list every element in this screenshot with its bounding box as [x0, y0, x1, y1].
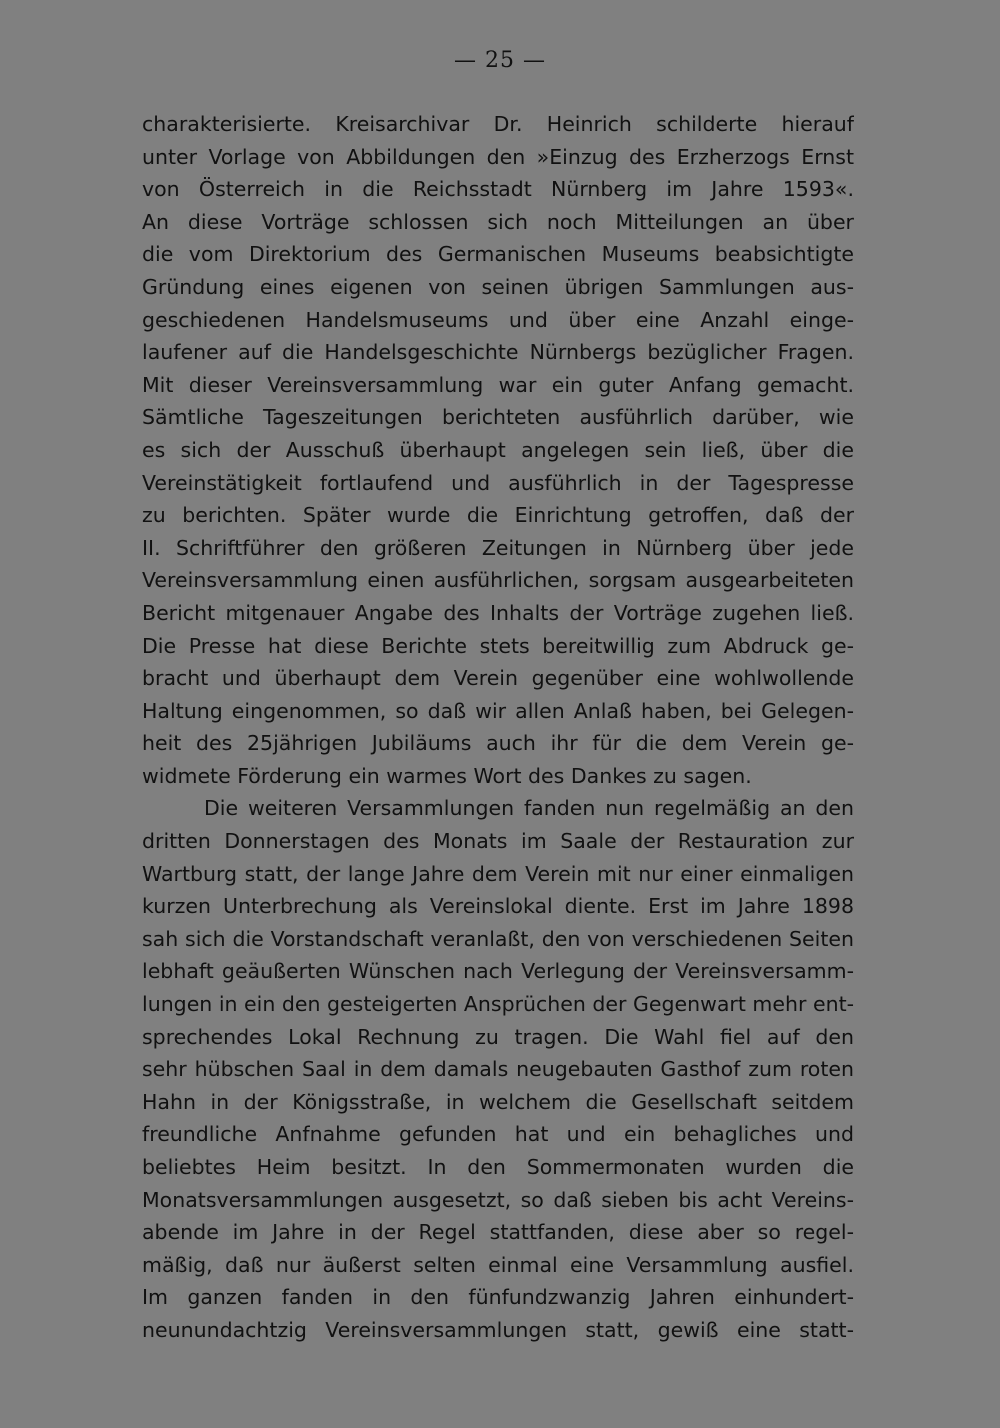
text-line: sprechendes Lokal Rechnung zu tragen. Die Wahl fiel auf den [142, 1024, 854, 1049]
text-line: charakterisierte. Kreisarchivar Dr. Heinrich schilderte hierauf [142, 112, 854, 136]
text-line: kurzen Unterbrechung als Vereinslokal diente. Erst im Jahre 1898 [142, 894, 854, 919]
text-line: von Österreich in die Reichsstadt Nürnberg im Jahre 1593«. [142, 177, 854, 202]
text-line: bracht und überhaupt dem Verein gegenüber eine wohlwollende [142, 666, 854, 691]
text-line: Sämtliche Tageszeitungen berichteten ausführlich darüber, wie [142, 405, 854, 430]
text-line: Vereinsversammlung einen ausführlichen, sorgsam ausgearbeiteten [142, 568, 854, 593]
text-line: es sich der Ausschuß überhaupt angelegen sein ließ, über die [142, 437, 854, 462]
body-text [142, 108, 854, 1347]
text-line: neunundachtzig Vereinsversammlungen statt, gewiß eine statt- [142, 1317, 854, 1342]
text-line: sehr hübschen Saal in dem damals neugebauten Gasthof zum roten [142, 1057, 854, 1082]
text-line: mäßig, daß nur äußerst selten einmal eine Versammlung ausfiel. [142, 1252, 854, 1277]
text-line: sah sich die Vorstandschaft veranlaßt, den von verschiedenen Seiten [142, 926, 854, 951]
text-line: unter Vorlage von Abbildungen den »Einzug des Erzherzogs Ernst [142, 144, 854, 169]
text-line: zu berichten. Später wurde die Einrichtung getroffen, daß der [142, 503, 854, 528]
text-line: Vereinstätigkeit fortlaufend und ausführlich in der Tagespresse [142, 470, 854, 495]
text-line: An diese Vorträge schlossen sich noch Mitteilungen an über [142, 209, 854, 234]
text-line: heit des 25jährigen Jubiläums auch ihr für die dem Verein ge- [142, 731, 854, 756]
text-line: Haltung eingenommen, so daß wir allen Anlaß haben, bei Gelegen- [142, 698, 854, 723]
page-number: — 25 — [454, 48, 546, 73]
text-line: Im ganzen fanden in den fünfundzwanzig Jahren einhundert- [142, 1285, 854, 1310]
text-line: II. Schriftführer den größeren Zeitungen in Nürnberg über jede [142, 535, 854, 560]
text-line: Gründung eines eigenen von seinen übrigen Sammlungen aus- [142, 274, 854, 299]
text-line: freundliche Anfnahme gefunden hat und ein behagliches und [142, 1122, 854, 1147]
text-line: Die weiteren Versammlungen fanden nun regelmäßig an den [204, 796, 854, 821]
text-line: Hahn in der Königsstraße, in welchem die Gesellschaft seitdem [142, 1089, 854, 1114]
text-line: beliebtes Heim besitzt. In den Sommermonaten wurden die [142, 1155, 854, 1179]
text-line: Bericht mitgenauer Angabe des Inhalts der Vorträge zugehen ließ. [142, 600, 854, 625]
text-line: geschiedenen Handelsmuseums und über eine Anzahl einge- [142, 307, 854, 332]
text-line: Mit dieser Vereinsversammlung war ein guter Anfang gemacht. [142, 372, 854, 397]
text-line: abende im Jahre in der Regel stattfanden, diese aber so regel- [142, 1220, 854, 1245]
text-line: lungen in ein den gesteigerten Ansprüchen der Gegenwart mehr ent- [142, 992, 854, 1017]
text-line: Die Presse hat diese Berichte stets bereitwillig zum Abdruck ge- [142, 633, 854, 658]
text-line: Monatsversammlungen ausgesetzt, so daß sieben bis acht Vereins- [142, 1187, 854, 1212]
text-line: laufener auf die Handelsgeschichte Nürnbergs bezüglicher Fragen. [142, 340, 854, 365]
text-line: Wartburg statt, der lange Jahre dem Verein mit nur einer einmaligen [142, 861, 854, 886]
text-line: lebhaft geäußerten Wünschen nach Verlegung der Vereinsversamm- [142, 959, 854, 984]
text-line: widmete Förderung ein warmes Wort des Dankes zu sagen. [142, 763, 752, 788]
text-line: die vom Direktorium des Germanischen Museums beabsichtigte [142, 242, 854, 267]
text-line: dritten Donnerstagen des Monats im Saale der Restauration zur [142, 829, 854, 854]
